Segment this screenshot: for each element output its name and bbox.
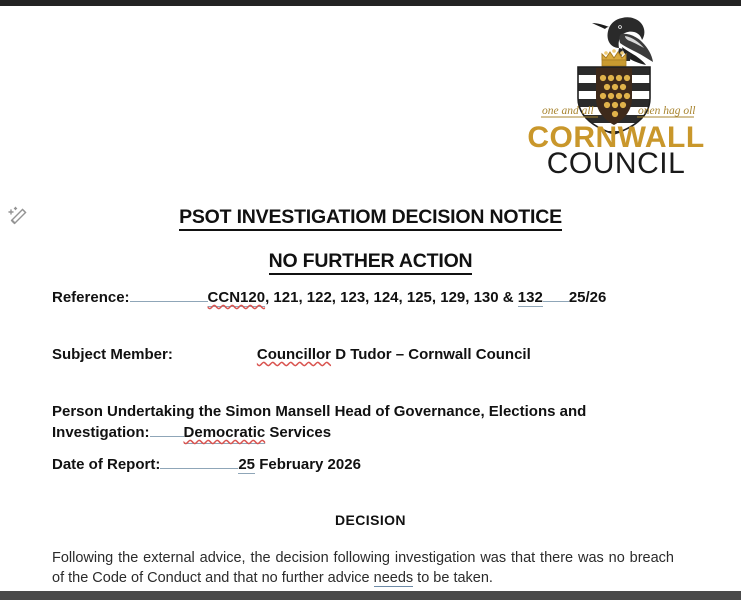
document-title-secondary-text: NO FURTHER ACTION [269,250,473,275]
decision-heading [0,512,741,528]
decision-heading-text: DECISION [335,512,406,528]
field-reference-label: Reference: [52,289,130,306]
window-bottom-bar [0,591,741,600]
field-person-undertaking-blank [150,436,184,437]
field-subject-member-name: Councillor [256,346,332,363]
field-reference [52,289,606,307]
field-date-of-report-blank [160,468,238,469]
field-subject-member-label: Subject Member: [52,346,173,363]
field-person-undertaking-label-1: Person Undertaking the [52,403,222,420]
field-person-undertaking-value-2a: Democratic [184,422,266,444]
motto-english: one and all [542,105,594,117]
field-reference-blank [130,301,208,302]
field-date-of-report [52,456,361,474]
decision-body-paragraph [52,548,674,588]
decision-body-grammar-flag[interactable]: needs [373,570,414,586]
document-title-secondary [0,250,741,273]
field-date-of-report-label: Date of Report: [52,456,161,473]
logo-wordmark-council: COUNCIL [546,147,686,175]
field-reference-code: CCN120 [207,289,266,306]
field-reference-last: 132 [517,289,543,306]
decision-body-before: Following the external advice, the decision following investigation was that there was no breach of the Code of Conduct and that no further advice [52,550,674,586]
field-person-undertaking-value-1: Simon Mansell Head of Governance, Elections and [225,403,587,420]
motto-cornish: onen hag oll [638,105,696,117]
field-person-undertaking [52,401,672,444]
field-subject-member-rest: D Tudor – Cornwall Council [331,346,531,363]
field-reference-year: 25/26 [568,289,607,306]
field-date-of-report-day: 25 [238,456,256,473]
cornwall-council-logo [526,10,706,175]
field-subject-member [52,346,531,363]
field-date-of-report-rest: February 2026 [255,456,361,473]
document-title-primary-text: PSOT INVESTIGATIOM DECISION NOTICE [179,206,562,231]
logo-wordmark-cornwall: CORNWALL [527,121,705,154]
field-person-undertaking-value-2b: Services [265,424,332,441]
coronet-icon [602,49,626,66]
decision-body-after: to be taken. [413,570,493,586]
field-reference-blank-2 [543,301,569,302]
window-top-bar [0,0,741,6]
field-person-undertaking-label-2: Investigation: [52,424,150,441]
document-title-primary [0,206,741,229]
field-reference-list: , 121, 122, 123, 124, 125, 129, 130 & [265,289,518,306]
